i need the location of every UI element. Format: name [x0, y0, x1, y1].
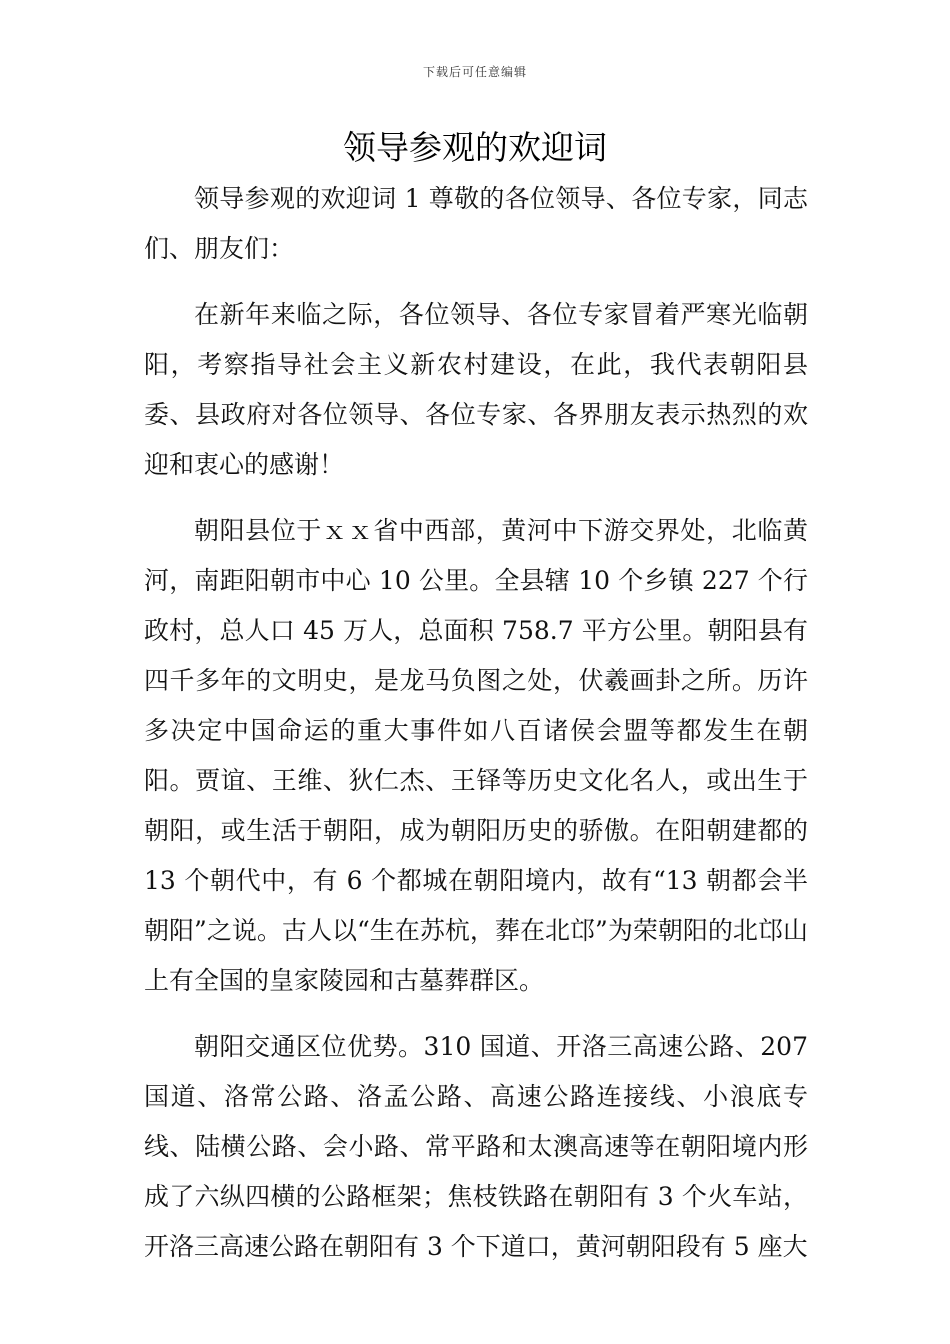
paragraph-greeting: 领导参观的欢迎词 1 尊敬的各位领导、各位专家，同志们、朋友们： [144, 184, 808, 263]
paragraph-county-history: 朝阳县位于ｘｘ省中西部，黄河中下游交界处，北临黄河，南距阳朝市中心 10 公里。全县辖 10 个乡镇 227 个行政村，总人口 45 万人，总面积 758.7 平方公里。朝阳县有四千多年的文明史，是龙马负图之处，伏羲画卦之所。历许多决定中国命运的重大事件如八百诸侯会盟等都发生在朝阳。贾谊、王维、狄仁杰、王铎等历史文化名人，或出生于朝阳，或生活于朝阳，成为朝阳历史的骄傲。在阳朝建都的 13 个朝代中，有 6 个都城在朝阳境内，故有“13 朝都会半朝阳”之说。古人以“生在苏杭，葬在北邙”为荣朝阳的北邙山上有全国的皇家陵园和古墓葬群区。 [144, 516, 808, 995]
paragraph-welcome: 在新年来临之际，各位领导、各位专家冒着严寒光临朝阳，考察指导社会主义新农村建设，在此，我代表朝阳县委、县政府对各位领导、各位专家、各界朋友表示热烈的欢迎和衷心的感谢！ [144, 300, 808, 479]
document-title: 领导参观的欢迎词 [343, 128, 607, 167]
document-body [144, 174, 808, 1288]
paragraph-transport: 朝阳交通区位优势。310 国道、开洛三高速公路、207 国道、洛常公路、洛孟公路、高速公路连接线、小浪底专线、陆横公路、会小路、常平路和太澳高速等在朝阳境内形成了六纵四横的公路框架；焦枝铁路在朝阳有 3 个火车站，开洛三高速公路在朝阳有 3 个下道口，黄河朝阳段有 5 座大 [144, 1032, 808, 1261]
header-note: 下载后可任意编辑 [422, 65, 527, 79]
